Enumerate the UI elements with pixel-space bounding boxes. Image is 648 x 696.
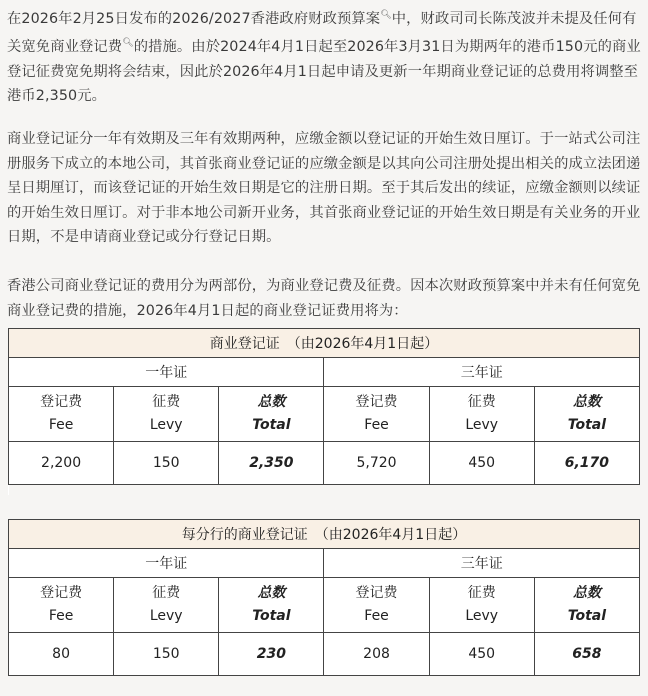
intro-paragraph bbox=[7, 3, 645, 109]
one-year-total: 2,350 bbox=[219, 442, 324, 485]
column-header-levy: 征费 Levy bbox=[114, 578, 219, 633]
one-year-fee: 80 bbox=[9, 633, 114, 676]
column-header-total: 总数 Total bbox=[219, 578, 324, 633]
one-year-total: 230 bbox=[219, 633, 324, 676]
three-year-header: 三年证 bbox=[324, 549, 640, 578]
table-title: 商业登记证 （由2026年4月1日起） bbox=[9, 329, 640, 358]
column-header-levy: 征费 Levy bbox=[429, 578, 534, 633]
intro-text-2: 中，财政司司长陈茂波并未提及任何有关宽免商业登记费 bbox=[7, 10, 637, 56]
table-title: 每分行的商业登记证 （由2026年4月1日起） bbox=[9, 520, 640, 549]
branch-registration-fee-table bbox=[8, 519, 640, 676]
one-year-header: 一年证 bbox=[9, 549, 324, 578]
column-header-fee: 登记费 Fee bbox=[324, 578, 429, 633]
column-header-levy: 征费 Levy bbox=[429, 387, 534, 442]
three-year-fee: 5,720 bbox=[324, 442, 429, 485]
column-header-total: 总数 Total bbox=[219, 387, 324, 442]
validity-paragraph: 商业登记证分一年有效期及三年有效期两种，应缴金额以登记证的开始生效日厘订。于一站式公司注册服务下成立的本地公司，其首张商业登记证的应缴金额是以其向公司注册处提出相关的成立法团递呈日期厘订，而该登记证的开始生效日期是它的注册日期。至于其后发出的续证，应缴金额则以续证的开始生效日厘订。对于非本地公司新开业务，其首张商业登记证的开始生效日期是有关业务的开业日期，不是申请商业登记或分行登记日期。 bbox=[7, 131, 641, 246]
three-year-header: 三年证 bbox=[324, 358, 640, 387]
one-year-levy: 150 bbox=[114, 442, 219, 485]
one-year-header: 一年证 bbox=[9, 358, 324, 387]
column-header-fee: 登记费 Fee bbox=[324, 387, 429, 442]
column-header-total: 总数 Total bbox=[534, 387, 639, 442]
three-year-fee: 208 bbox=[324, 633, 429, 676]
intro-text-3: 的措施。由於2024年4月1日起至2026年3月31日为期两年的港币150元的商业登记征费宽免期将会结束，因此於2026年4月1日起申请及更新一年期商业登记证的总费用将调整至港币2,350元。 bbox=[7, 39, 641, 105]
table-row bbox=[9, 442, 640, 485]
three-year-levy: 450 bbox=[429, 442, 534, 485]
column-header-fee: 登记费 Fee bbox=[9, 578, 114, 633]
fee-intro-paragraph: 香港公司商业登记证的费用分为两部份，为商业登记费及征费。因本次财政预算案中并未有任何宽免商业登记费的措施，2026年4月1日起的商业登记证费用将为： bbox=[7, 278, 641, 319]
one-year-levy: 150 bbox=[114, 633, 219, 676]
three-year-total: 658 bbox=[534, 633, 639, 676]
three-year-levy: 450 bbox=[429, 633, 534, 676]
business-registration-fee-table bbox=[8, 328, 640, 495]
column-header-fee: 登记费 Fee bbox=[9, 387, 114, 442]
column-header-total: 总数 Total bbox=[534, 578, 639, 633]
table-row bbox=[9, 633, 640, 676]
three-year-total: 6,170 bbox=[534, 442, 639, 485]
search-icon[interactable]: 🔍︎ bbox=[122, 38, 134, 49]
one-year-fee: 2,200 bbox=[9, 442, 114, 485]
table-spacer bbox=[9, 485, 640, 496]
intro-text-1: 在2026年2月25日发布的2026/2027香港政府财政预算案 bbox=[7, 10, 381, 27]
search-icon[interactable]: 🔍︎ bbox=[380, 10, 392, 20]
column-header-levy: 征费 Levy bbox=[114, 387, 219, 442]
